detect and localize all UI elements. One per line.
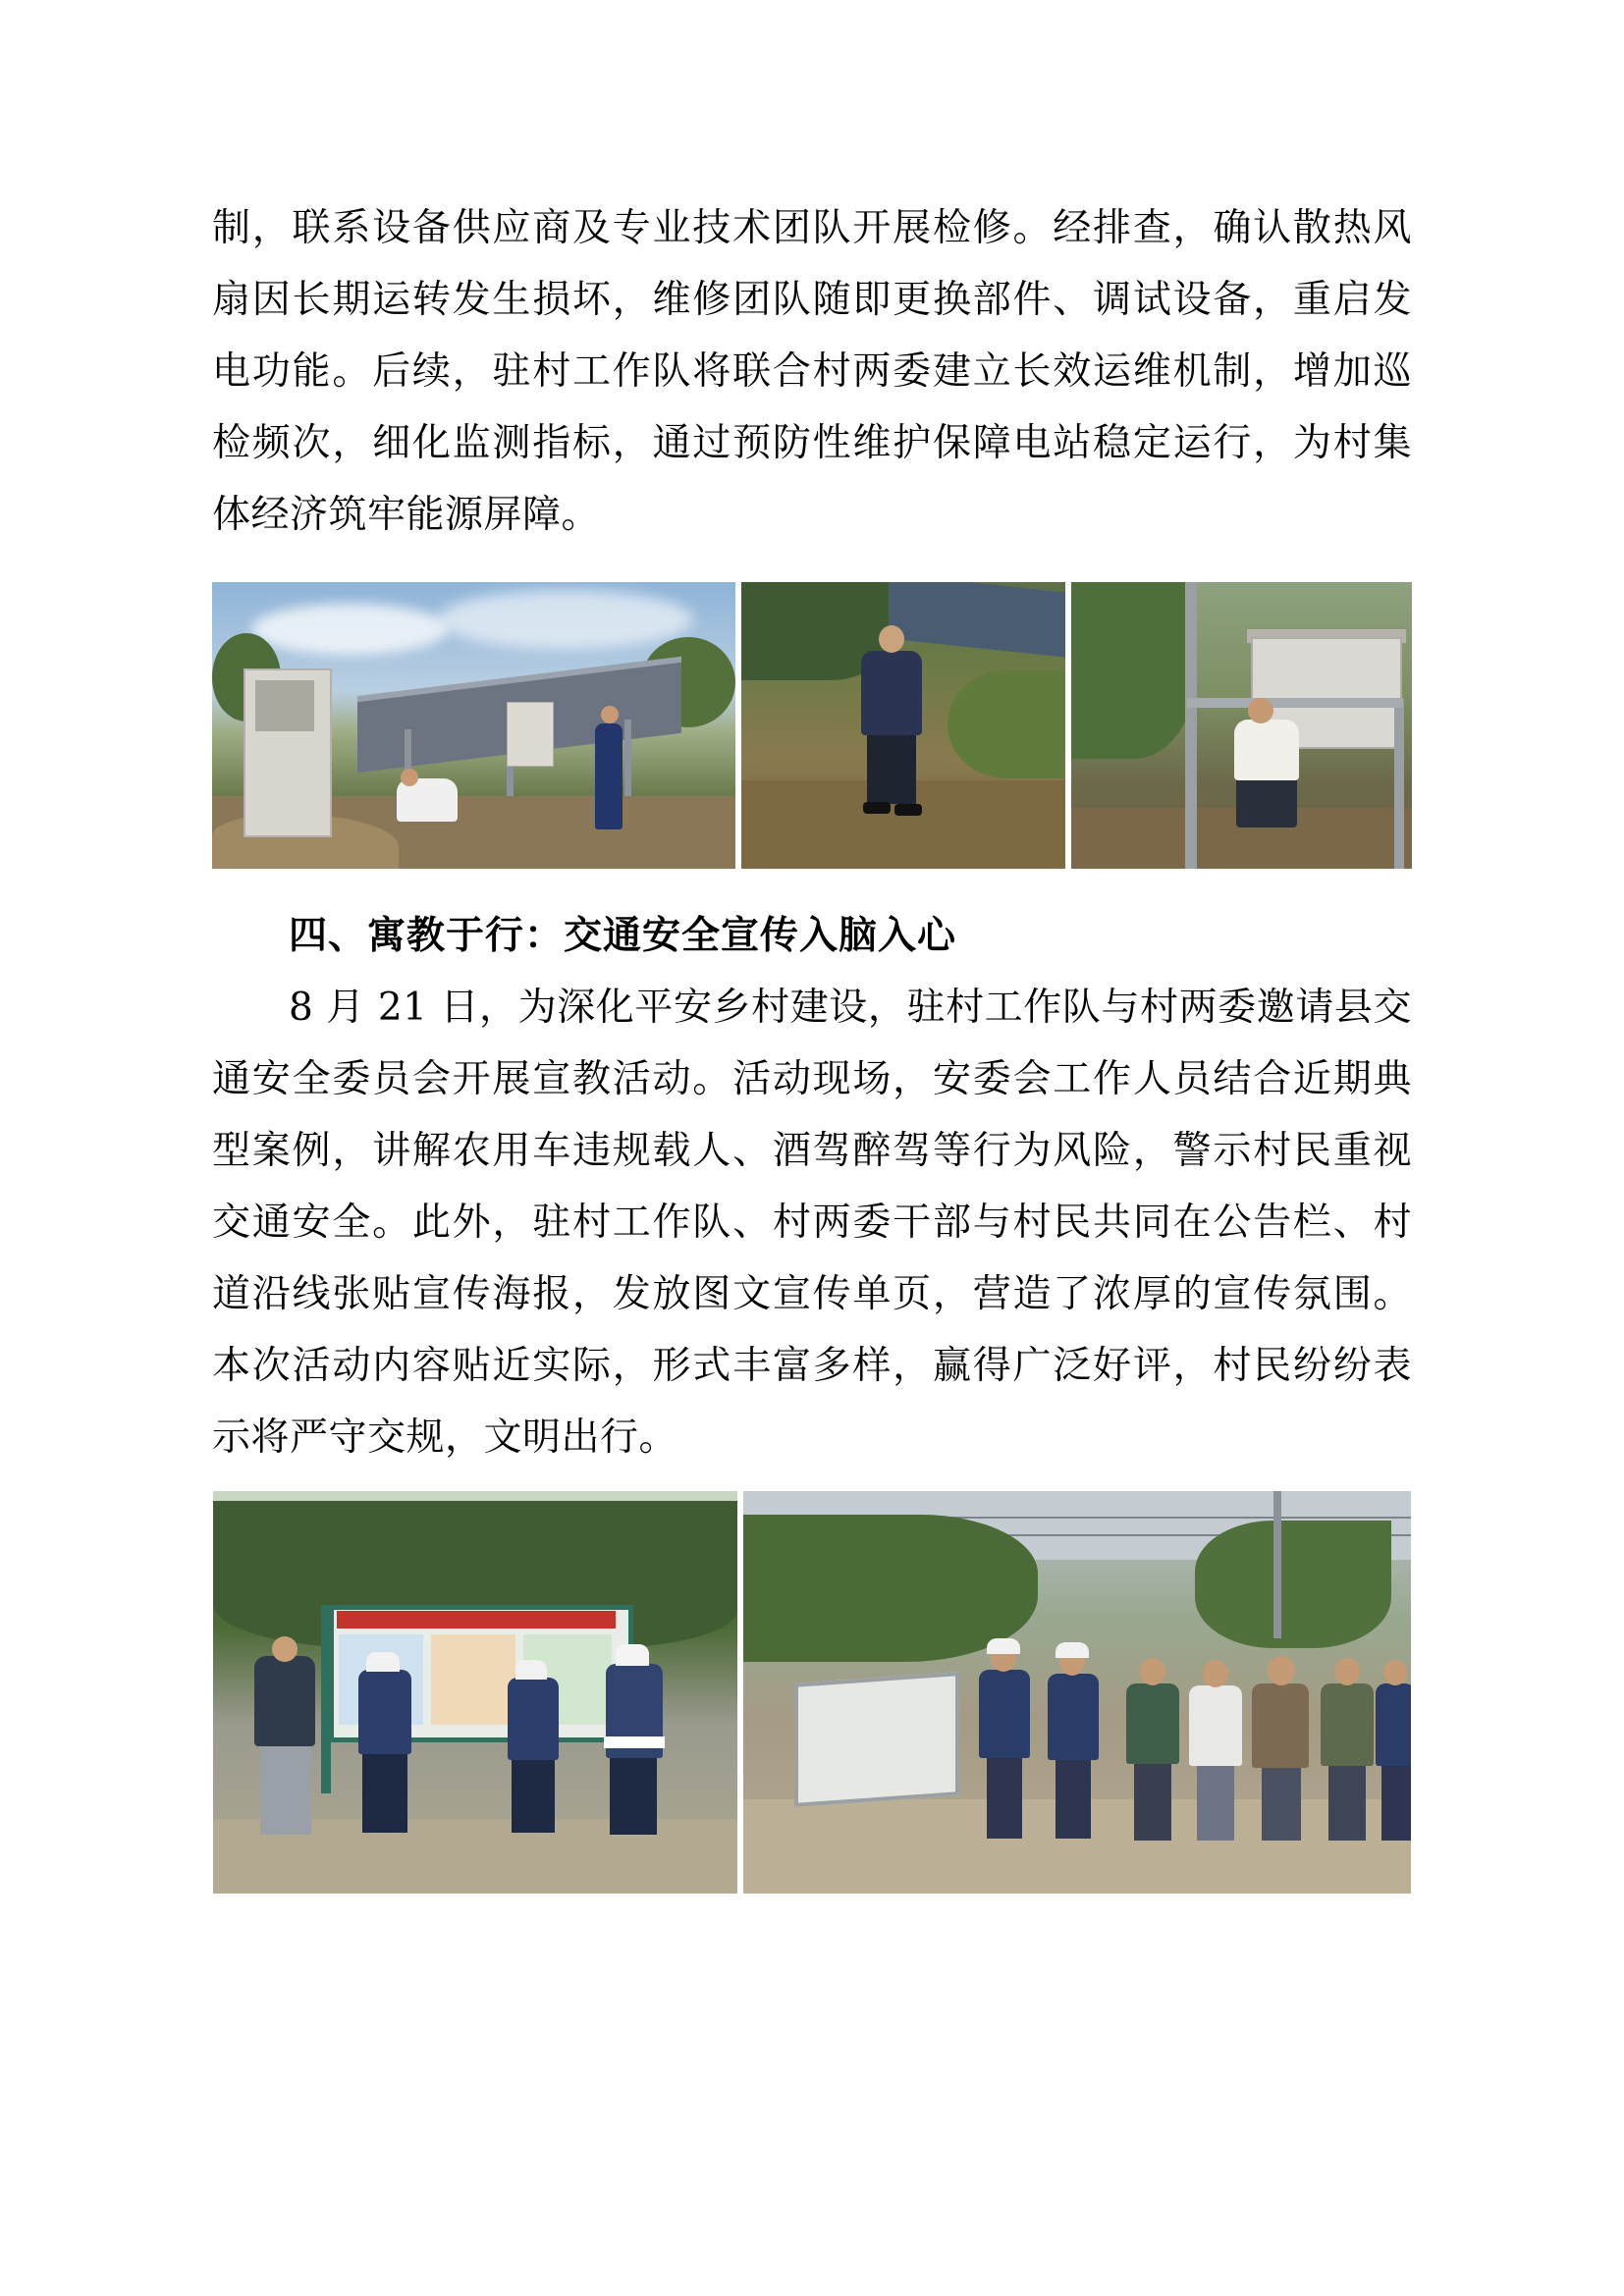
section-heading: 四、寓教于行：交通安全宣传入脑入心 (289, 913, 957, 958)
person-legs (1262, 1764, 1301, 1841)
person-head (1203, 1660, 1228, 1687)
police-cap (515, 1660, 547, 1680)
cloud-shape (438, 590, 693, 649)
photo-slope-survey (741, 582, 1064, 869)
poster-title-banner (337, 1611, 616, 1629)
person-legs (1328, 1762, 1366, 1841)
officer-torso (979, 1670, 1030, 1758)
person-legs (987, 1754, 1022, 1839)
villager-torso (1321, 1683, 1374, 1766)
paragraph-maintenance: 制，联系设备供应商及专业技术团队开展检修。经排查，确认散热风扇因长期运转发生损坏，维修团队随即更换部件、调试设备，重启发电功能。后续，驻村工作队将联合村两委建立长效运维机制，增加巡检频次，细化监测指标，通过预防性维护保障电站稳定运行，为村集体经济筑牢能源屏障。 (212, 206, 1412, 537)
cloud-shape (251, 604, 448, 655)
person-shoe (894, 804, 922, 816)
person-head (1140, 1658, 1165, 1685)
officer-legs (512, 1756, 555, 1833)
paragraph-traffic-safety: 8 月 21 日，为深化平安乡村建设，驻村工作队与村两委邀请县交通安全委员会开展宣教活动。活动现场，安委会工作人员结合近期典型案例，讲解农用车违规载人、酒驾醉驾等行为风险，警示村民重视交通安全。此外，驻村工作队、村两委干部与村民共同在公告栏、村道沿线张贴宣传海报，发放图文宣传单页，营造了浓厚的宣传氛围。本次活动内容贴近实际，形式丰富多样，赢得广泛好评，村民纷纷表示将严守交规，文明出行。 (212, 986, 1412, 1460)
person-legs (867, 731, 916, 804)
person-torso (861, 651, 922, 735)
police-cap (366, 1652, 400, 1672)
officer-torso (1376, 1683, 1411, 1766)
photo-inverter-debug (1071, 582, 1412, 869)
photo-poster-board (213, 1491, 737, 1894)
person-legs (1236, 776, 1297, 828)
tree-canopy (1195, 1521, 1391, 1648)
spacer (212, 875, 1412, 900)
villager-torso (1189, 1685, 1242, 1766)
support-pole (1394, 700, 1404, 869)
villager-torso (1252, 1683, 1309, 1768)
person-head (879, 625, 904, 653)
support-beam (1187, 698, 1403, 708)
officer-belt (604, 1736, 665, 1748)
villager-torso (1126, 1683, 1179, 1764)
person-head (1268, 1656, 1295, 1685)
officer-legs (610, 1748, 657, 1835)
worker-head (601, 706, 619, 723)
person-legs (260, 1742, 311, 1835)
person-shoe (863, 802, 891, 814)
person-head (272, 1636, 298, 1662)
person-head (1248, 698, 1273, 723)
officer-torso (1048, 1674, 1099, 1760)
support-pole (1185, 582, 1197, 869)
worker-standing (595, 723, 623, 829)
police-cap (987, 1638, 1020, 1654)
bush-shape (1071, 582, 1197, 759)
person-legs (1381, 1762, 1411, 1841)
person-legs (1134, 1760, 1171, 1841)
officer-torso (358, 1670, 411, 1754)
police-cap (616, 1644, 649, 1666)
grass-patch (947, 670, 1065, 778)
cabinet-door (255, 680, 314, 731)
person-head (1383, 1660, 1407, 1685)
officer-legs (362, 1750, 407, 1833)
photo-villager-briefing (743, 1491, 1411, 1894)
control-box (507, 702, 554, 767)
person-torso (254, 1656, 315, 1746)
person-head (1334, 1658, 1360, 1685)
worker-head (401, 769, 418, 786)
officer-torso (508, 1678, 559, 1760)
photo-row-power-station (212, 582, 1412, 869)
person-torso (1234, 720, 1299, 780)
police-cap (1056, 1642, 1089, 1658)
photo-cabinet-inspection (212, 582, 735, 869)
document-body (212, 192, 1412, 1899)
spacer (212, 551, 1412, 564)
utility-pole (1273, 1491, 1281, 1638)
poster-panel (431, 1634, 515, 1725)
person-legs (1056, 1756, 1091, 1839)
display-board (794, 1672, 959, 1807)
person-legs (1197, 1762, 1234, 1841)
photo-row-traffic-campaign (212, 1491, 1412, 1894)
